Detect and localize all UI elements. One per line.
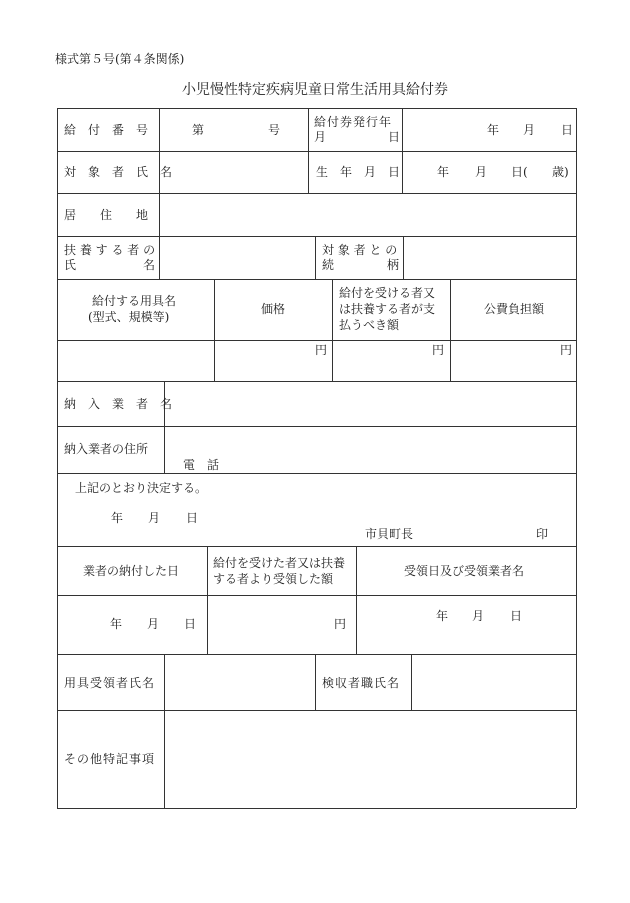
voucher-number-prefix: 第 xyxy=(192,123,205,137)
receipt-date-vendor-label: 受領日及び受領業者名 xyxy=(404,564,525,578)
copay-label-2: は扶養する者が支 xyxy=(339,302,436,316)
guardian-name-label: 扶 養 す る 者 の xyxy=(64,243,156,257)
guardian-name-label-2a: 氏 xyxy=(64,258,77,272)
relationship-label: 対 象 者 と の xyxy=(322,243,398,257)
copay-label-1: 給付を受ける者又 xyxy=(339,286,436,300)
issue-date-day: 日 xyxy=(561,123,574,137)
copay-label-3: 払うべき額 xyxy=(339,318,400,332)
vendor-phone-label: 電 話 xyxy=(183,458,220,472)
price-label: 価格 xyxy=(261,302,286,316)
voucher-number-suffix: 号 xyxy=(268,123,281,137)
delivery-date-label: 業者の納付した日 xyxy=(83,564,180,578)
item-name-label: 給付する用具名 xyxy=(92,294,177,308)
receipt-year: 年 xyxy=(436,609,449,623)
special-notes-label: その他特記事項 xyxy=(64,752,156,766)
form-number: 様式第５号(第４条関係) xyxy=(55,52,185,66)
issue-date-label: 給付券発行年 xyxy=(314,115,393,129)
decision-text: 上記のとおり決定する。 xyxy=(75,481,208,495)
relationship-label-2b: 柄 xyxy=(387,258,400,272)
equipment-receiver-label: 用具受領者氏名 xyxy=(64,676,156,690)
delivery-year: 年 xyxy=(110,617,123,631)
birth-year: 年 xyxy=(437,165,450,179)
birth-date-label: 生 年 月 日 xyxy=(316,165,401,179)
delivery-day: 日 xyxy=(184,617,197,631)
birth-month: 月 xyxy=(475,165,488,179)
copay-yen: 円 xyxy=(432,343,445,357)
received-amount-label-1: 給付を受けた者又は扶養 xyxy=(213,556,346,570)
address-label: 居 住 地 xyxy=(64,208,149,222)
decision-day: 日 xyxy=(186,511,199,525)
issue-date-label-day: 日 xyxy=(388,130,401,144)
mayor-label: 市貝町長 xyxy=(365,527,414,541)
inspector-label: 検収者職氏名 xyxy=(322,676,401,690)
received-amount-yen: 円 xyxy=(334,617,347,631)
issue-date-month: 月 xyxy=(523,123,536,137)
public-expense-yen: 円 xyxy=(560,343,573,357)
public-expense-label: 公費負担額 xyxy=(484,302,545,316)
relationship-label-2a: 続 xyxy=(322,258,335,272)
seal-mark: 印 xyxy=(536,527,549,541)
decision-year: 年 xyxy=(111,511,124,525)
issue-date-year: 年 xyxy=(487,123,500,137)
delivery-month: 月 xyxy=(147,617,160,631)
vendor-address-label: 納入業者の住所 xyxy=(64,442,149,456)
issue-date-label-month: 月 xyxy=(314,130,327,144)
age: 歳) xyxy=(552,165,569,179)
birth-day: 日( xyxy=(511,165,528,179)
receipt-month: 月 xyxy=(472,609,485,623)
price-yen: 円 xyxy=(315,343,328,357)
voucher-number-label: 給 付 番 号 xyxy=(64,123,149,137)
guardian-name-label-2b: 名 xyxy=(143,258,156,272)
vendor-name-label: 納 入 業 者 名 xyxy=(64,397,173,411)
page-title: 小児慢性特定疾病児童日常生活用具給付券 xyxy=(182,82,448,98)
receipt-day: 日 xyxy=(510,609,523,623)
subject-name-label: 対 象 者 氏 名 xyxy=(64,165,173,179)
decision-month: 月 xyxy=(148,511,161,525)
item-spec-label: (型式、規模等) xyxy=(88,310,170,324)
received-amount-label-2: する者より受領した額 xyxy=(213,572,334,586)
